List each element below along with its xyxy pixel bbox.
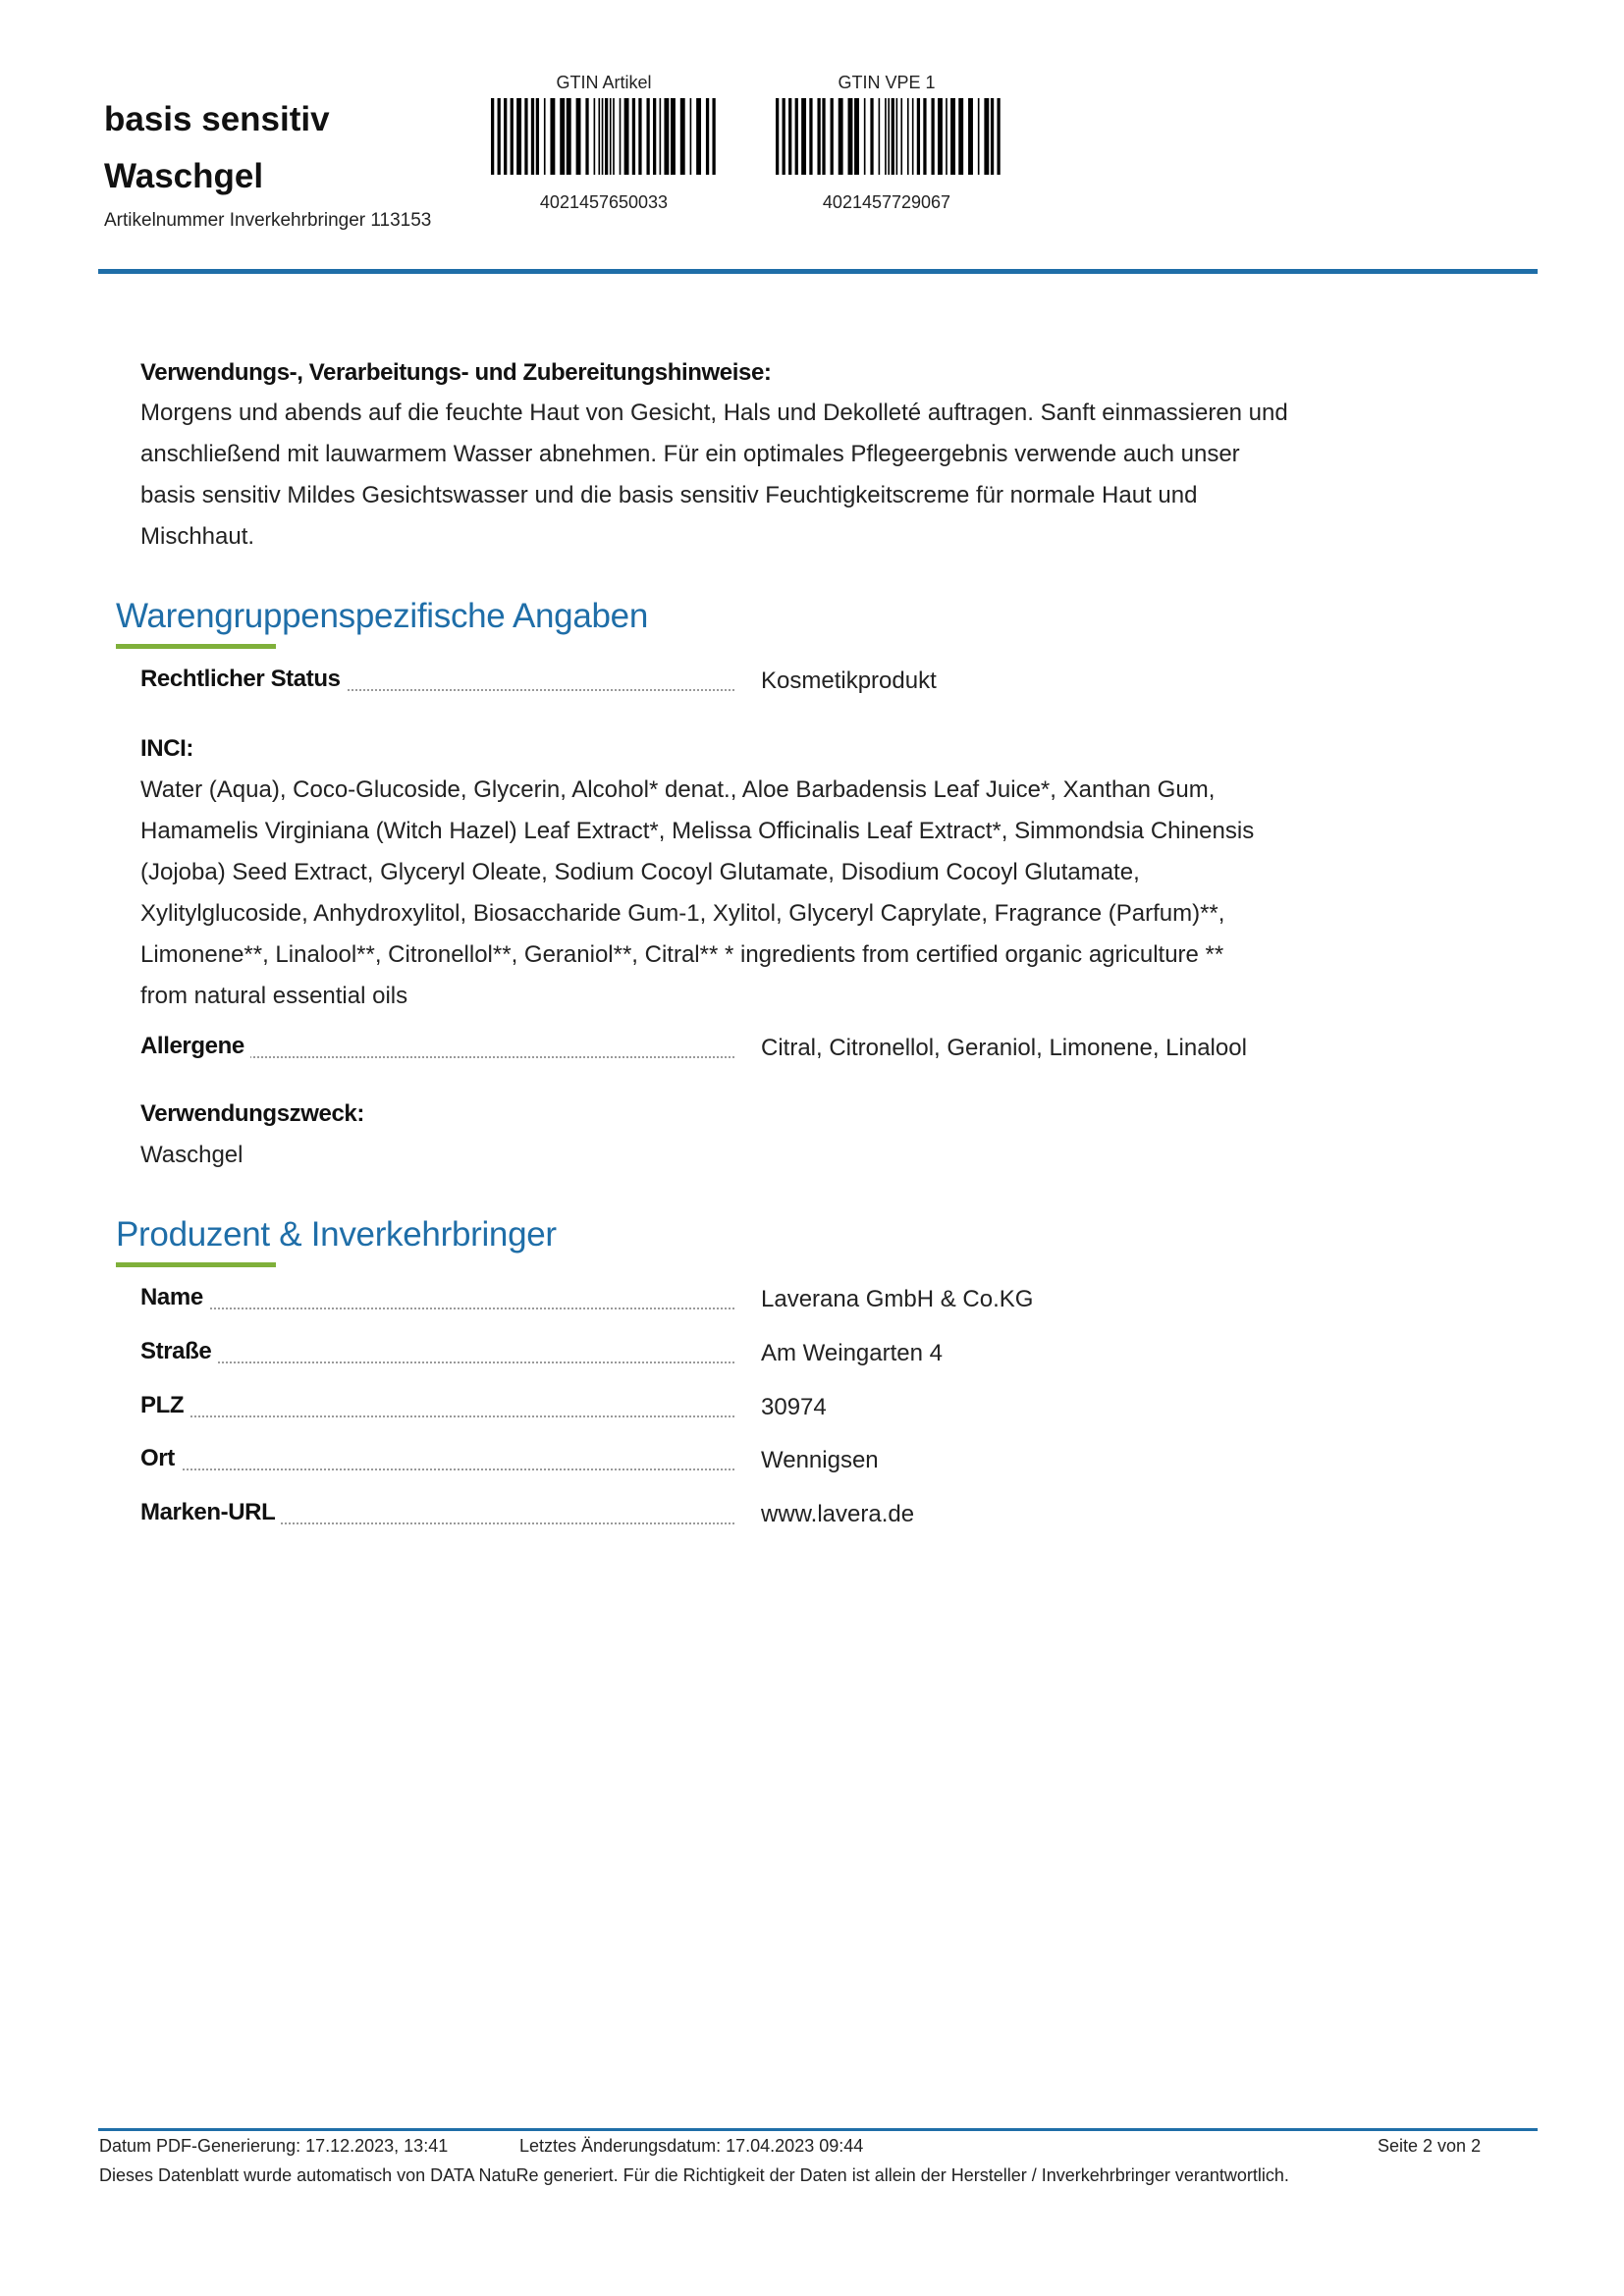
barcode-bar — [632, 98, 635, 175]
barcode-label-vpe: GTIN VPE 1 — [838, 73, 936, 92]
barcode-bar — [585, 98, 588, 175]
barcode-bar — [660, 98, 662, 175]
barcode-bar — [907, 98, 909, 175]
barcode-bar — [671, 98, 676, 175]
inci-line: Water (Aqua), Coco-Glucoside, Glycerin, Alcohol* denat., Aloe Barbadensis Leaf Juice*, Xanthan Gum, — [140, 776, 1216, 803]
inci-line: Xylitylglucoside, Anhydroxylitol, Biosaccharide Gum-1, Xylitol, Glyceryl Caprylate, Fragrance (Parfum)**, — [140, 900, 1225, 927]
barcode-bar — [946, 98, 947, 175]
barcode-bar — [491, 98, 494, 175]
footer-page-number: Seite 2 von 2 — [1378, 2136, 1482, 2156]
barcode-bar — [984, 98, 989, 175]
barcode-bar — [896, 98, 898, 175]
barcode-bar — [801, 98, 806, 175]
barcode-bar — [680, 98, 685, 175]
barcode-bar — [870, 98, 873, 175]
footer-divider — [98, 2128, 1538, 2131]
usage-text — [140, 393, 1407, 558]
product-title-line2: Waschgel — [104, 157, 264, 195]
barcode-bar — [598, 98, 600, 175]
street-label: Straße — [140, 1338, 217, 1365]
barcode-bar — [991, 98, 994, 175]
barcode-bar — [783, 98, 785, 175]
zip-value: 30974 — [761, 1394, 827, 1420]
barcode-bar — [864, 98, 866, 175]
barcode-bar — [885, 98, 887, 175]
footer-change-date: Letztes Änderungsdatum: 17.04.2023 09:44 — [519, 2136, 864, 2156]
barcode-bar — [831, 98, 834, 175]
legal-status-label: Rechtlicher Status — [140, 666, 347, 693]
purpose-label: Verwendungszweck: — [140, 1100, 364, 1127]
article-number: Artikelnummer Inverkehrbringer 113153 — [104, 210, 432, 231]
inci-line: from natural essential oils — [140, 983, 408, 1009]
leader-dots — [140, 1415, 734, 1417]
barcode-bar — [938, 98, 943, 175]
barcode-bar — [646, 98, 649, 175]
barcode-bar — [613, 98, 615, 175]
barcode-bar — [917, 98, 920, 175]
barcode-bar — [638, 98, 641, 175]
barcode-bar — [690, 98, 692, 175]
city-value: Wennigsen — [761, 1447, 879, 1473]
product-title-line1: basis sensitiv — [104, 100, 330, 138]
barcode-bar — [839, 98, 843, 175]
barcode-bar — [524, 98, 527, 175]
city-label: Ort — [140, 1445, 181, 1472]
barcode-bar — [997, 98, 1000, 175]
producer-name-label: Name — [140, 1284, 209, 1311]
usage-line: Mischhaut. — [140, 523, 255, 550]
barcode-bar — [817, 98, 820, 175]
row-city — [140, 1445, 1417, 1480]
brand-url-value[interactable]: www.lavera.de — [761, 1501, 915, 1527]
barcode-bar — [958, 98, 963, 175]
barcode-bar — [664, 98, 669, 175]
section-underline — [116, 1262, 276, 1267]
barcode-bar — [776, 98, 779, 175]
section-underline — [116, 644, 276, 649]
leader-dots — [140, 1308, 734, 1309]
barcode-bar — [788, 98, 791, 175]
barcode-bar — [610, 98, 612, 175]
inci-line: Hamamelis Virginiana (Witch Hazel) Leaf Extract*, Melissa Officinalis Leaf Extract*, Simmondsia Chinensis — [140, 818, 1255, 844]
barcode-label-article: GTIN Artikel — [556, 73, 652, 92]
street-value: Am Weingarten 4 — [761, 1340, 943, 1366]
leader-dots — [140, 1362, 734, 1363]
row-legal-status — [140, 666, 1417, 701]
section-heading-producer: Produzent & Inverkehrbringer — [116, 1215, 557, 1254]
barcode-bar — [888, 98, 890, 175]
row-name — [140, 1284, 1417, 1319]
footer-generation-date: Datum PDF-Generierung: 17.12.2023, 13:41 — [99, 2136, 449, 2156]
barcode-bar — [536, 98, 539, 175]
barcode-bar — [923, 98, 926, 175]
barcode-bar — [854, 98, 859, 175]
row-zip — [140, 1392, 1417, 1427]
barcode-bar — [822, 98, 825, 175]
barcode-bar — [504, 98, 507, 175]
barcode-bar — [900, 98, 902, 175]
barcode-number-vpe: 4021457729067 — [822, 192, 951, 212]
legal-status-value: Kosmetikprodukt — [761, 667, 937, 694]
barcode-bar — [550, 98, 555, 175]
purpose-value: Waschgel — [140, 1142, 244, 1168]
barcode-article-icon — [491, 98, 719, 175]
inci-text — [140, 770, 1407, 1017]
inci-line: Limonene**, Linalool**, Citronellol**, Geraniol**, Citral** * ingredients from certified organic agriculture ** — [140, 941, 1224, 968]
brand-url-label: Marken-URL — [140, 1499, 281, 1526]
inci-line: (Jojoba) Seed Extract, Glyceryl Oleate, Sodium Cocoyl Glutamate, Disodium Cocoyl Glutamate, — [140, 859, 1140, 885]
barcode-bar — [605, 98, 608, 175]
usage-label: Verwendungs-, Verarbeitungs- und Zubereitungshinweise: — [140, 359, 772, 386]
allergens-value: Citral, Citronellol, Geraniol, Limonene, Linalool — [761, 1035, 1247, 1061]
barcode-bar — [879, 98, 881, 175]
leader-dots — [140, 1468, 734, 1470]
barcode-bar — [706, 98, 709, 175]
barcode-bar — [809, 98, 812, 175]
barcode-bar — [696, 98, 701, 175]
barcode-number-article: 4021457650033 — [539, 192, 669, 212]
barcode-bar — [498, 98, 501, 175]
usage-line: Morgens und abends auf die feuchte Haut von Gesicht, Hals und Dekolleté auftragen. Sanft einmassieren und — [140, 400, 1288, 426]
barcode-bar — [544, 98, 546, 175]
barcode-bar — [516, 98, 521, 175]
barcode-bar — [531, 98, 534, 175]
barcode-vpe-icon — [776, 98, 1003, 175]
barcode-bar — [968, 98, 973, 175]
row-brand-url — [140, 1499, 1417, 1534]
barcode-bar — [931, 98, 934, 175]
row-street — [140, 1338, 1417, 1373]
barcode-bar — [892, 98, 894, 175]
header-divider — [98, 269, 1538, 274]
barcode-bar — [511, 98, 514, 175]
barcode-bar — [602, 98, 604, 175]
barcode-bar — [978, 98, 980, 175]
barcode-bar — [567, 98, 571, 175]
barcode-bar — [848, 98, 853, 175]
barcode-bar — [576, 98, 581, 175]
section-heading-product-group: Warengruppenspezifische Angaben — [116, 597, 649, 635]
usage-line: anschließend mit lauwarmem Wasser abnehmen. Für ein optimales Pflegeergebnis verwende auch unser — [140, 441, 1240, 467]
barcode-bar — [912, 98, 914, 175]
allergens-label: Allergene — [140, 1033, 250, 1060]
footer-disclaimer: Dieses Datenblatt wurde automatisch von DATA NatuRe generiert. Für die Richtigkeit der Daten ist allein der Hersteller / Inverkehrbringer verantwortlich. — [99, 2165, 1289, 2185]
producer-name-value: Laverana GmbH & Co.KG — [761, 1286, 1034, 1312]
barcode-bar — [950, 98, 955, 175]
zip-label: PLZ — [140, 1392, 189, 1419]
barcode-bar — [560, 98, 565, 175]
usage-line: basis sensitiv Mildes Gesichtswasser und die basis sensitiv Feuchtigkeitscreme für normale Haut und — [140, 482, 1198, 508]
inci-label: INCI: — [140, 735, 193, 762]
barcode-bar — [712, 98, 715, 175]
barcode-bar — [624, 98, 629, 175]
barcode-bar — [795, 98, 798, 175]
row-allergens — [140, 1033, 1417, 1068]
barcode-bar — [594, 98, 596, 175]
barcode-bar — [620, 98, 622, 175]
barcode-bar — [653, 98, 656, 175]
